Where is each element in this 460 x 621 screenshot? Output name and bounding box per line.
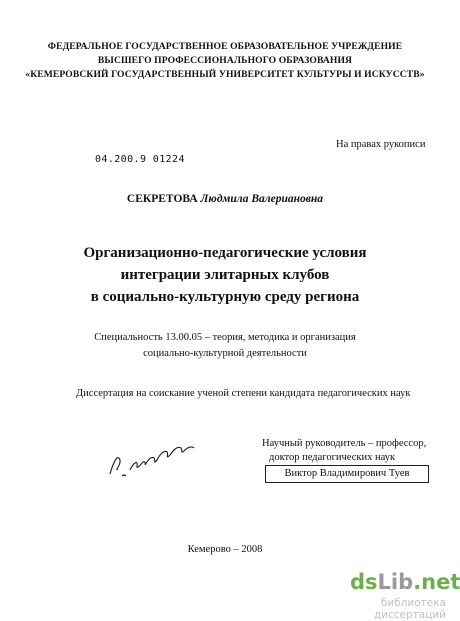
place-and-year: Кемерово – 2008 <box>187 544 263 555</box>
author-name <box>0 193 450 205</box>
supervisor-name: Виктор Владимирович Туев <box>284 468 410 479</box>
supervisor-line-2: доктор педагогических наук <box>269 452 396 463</box>
specialty-line-1: Специальность 13.00.05 – теория, методика и организация <box>94 332 356 343</box>
institution-line-2: ВЫСШЕГО ПРОФЕССИОНАЛЬНОГО ОБРАЗОВАНИЯ <box>97 55 353 66</box>
author-surname: СЕКРЕТОВА <box>126 193 198 205</box>
supervisor-line-1: Научный руководитель – профессор, <box>262 438 427 449</box>
title-line-2: интеграции элитарных клубов <box>120 267 330 283</box>
archive-serial-number: 04.200.9 01224 <box>95 154 185 165</box>
author-given-names: Людмила Валериановна <box>200 193 324 205</box>
specialty-line-2: социально-культурной деятельности <box>143 348 307 359</box>
author-signature <box>104 438 200 482</box>
signature-surname-stroke <box>130 447 194 470</box>
institution-line-1: ФЕДЕРАЛЬНОЕ ГОСУДАРСТВЕННОЕ ОБРАЗОВАТЕЛЬНОЕ УЧРЕЖДЕНИЕ <box>47 41 403 52</box>
rights-note: На правах рукописи <box>336 139 426 150</box>
dslib-tagline: библиотека диссертаций <box>373 597 446 621</box>
supervisor-name-box <box>265 465 429 483</box>
title-line-3: в социально-культурную среду региона <box>90 289 360 305</box>
signature-initial-stroke <box>110 458 126 476</box>
institution-line-3: «КЕМЕРОВСКИЙ ГОСУДАРСТВЕННЫЙ УНИВЕРСИТЕТ КУЛЬТУРЫ И ИСКУССТВ» <box>25 69 425 80</box>
dslib-logo: dsLib.net <box>350 570 460 594</box>
title-line-1: Организационно-педагогические условия <box>83 245 367 261</box>
degree-statement: Диссертация на соискание ученой степени кандидата педагогических наук <box>76 388 411 399</box>
dslib-watermark <box>350 570 460 594</box>
